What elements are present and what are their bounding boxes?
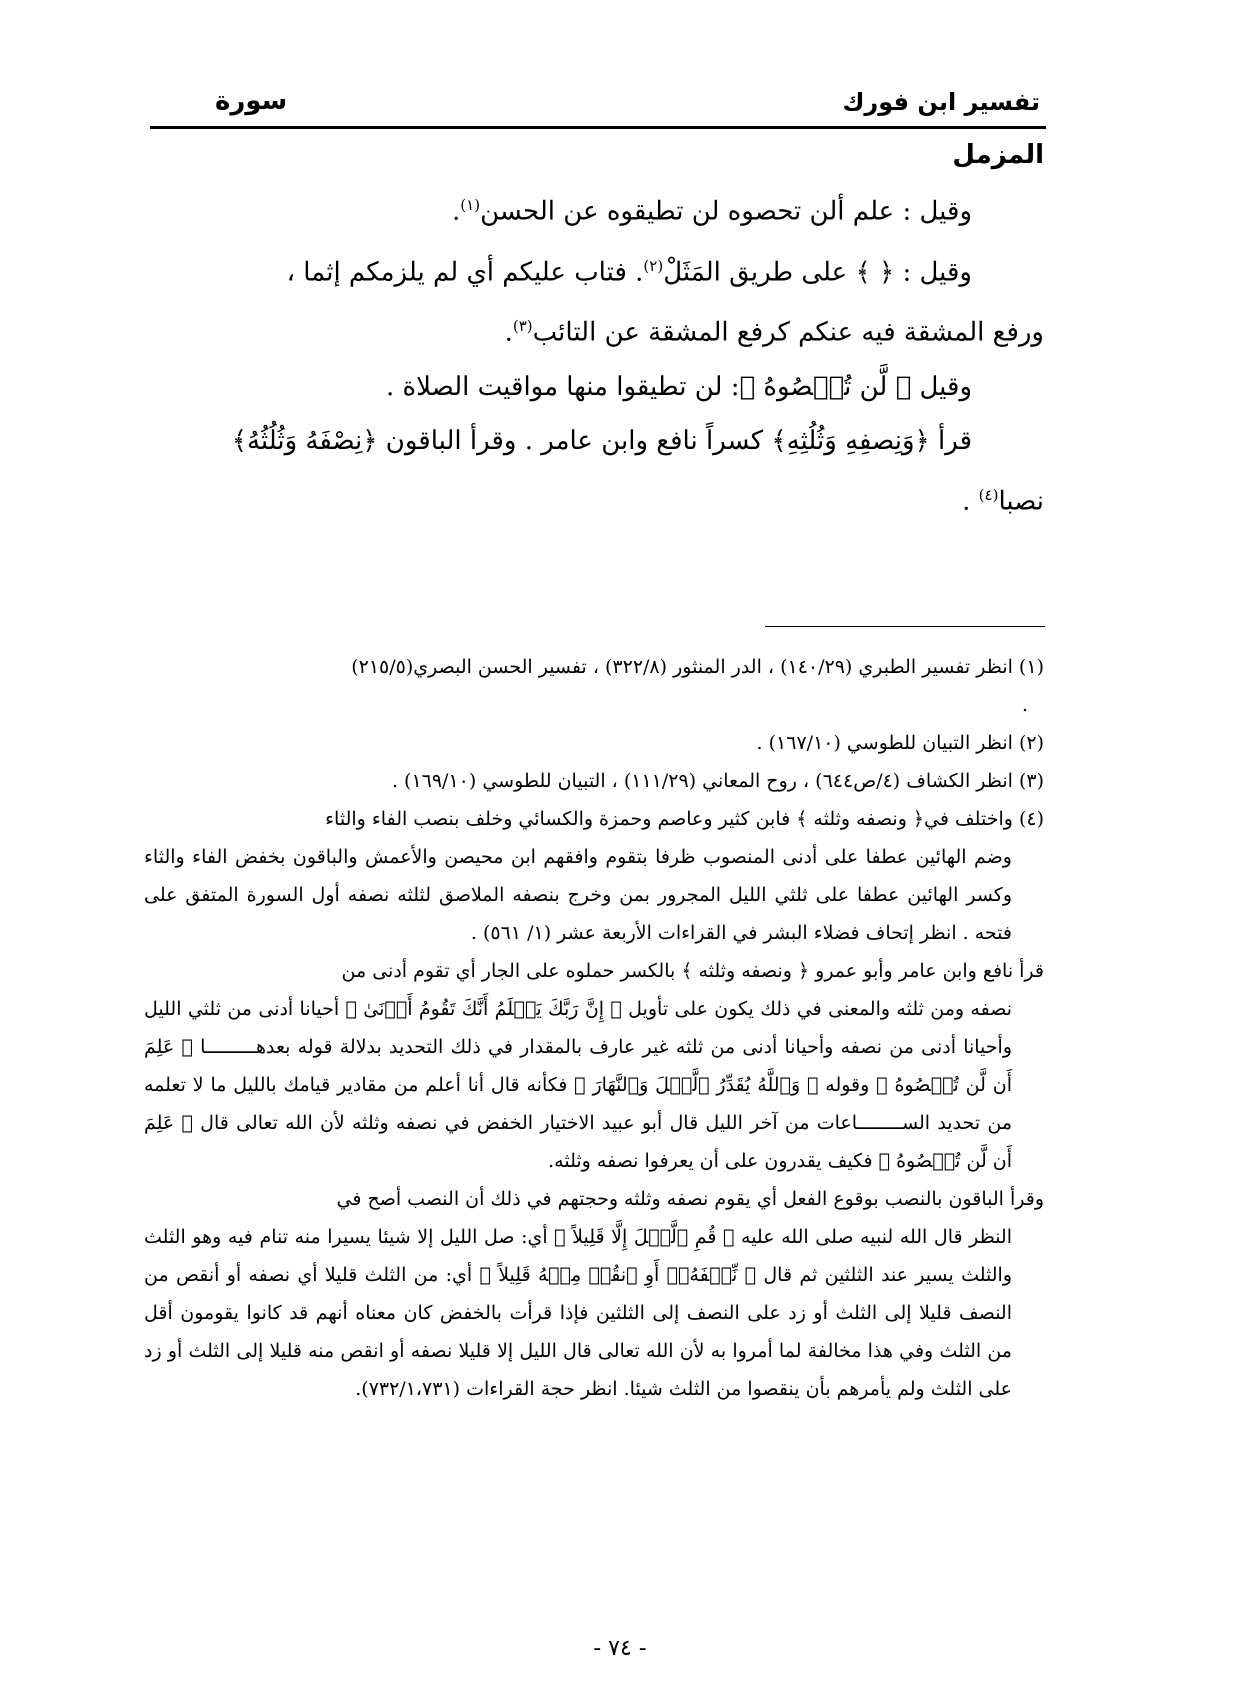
surah-name: المزمل	[952, 140, 1044, 170]
main-line: قرأ ﴿وَنِصفِهِ وَثُلُثِهِ﴾ كسراً نافع وابن عامر . وقرأ الباقون ﴿نِصْفَهُ وَثُلُثُهُ﴾	[231, 425, 972, 456]
footnote-para-3-first: وقرأ الباقون بالنصب بوقوع الفعل أي يقوم نصفه وثلثه وحجتهم في ذلك أن النصب أصح في	[336, 1188, 1044, 1210]
main-line-text: ورفع المشقة فيه عنكم كرفع المشقة عن التائب	[532, 317, 1044, 348]
footnote-para-3-body: النظر قال الله لنبيه صلى الله عليه ﴿ قُمِ ٱلَّيۡلَ إِلَّا قَلِيلاً ﴾ أي: صل الليل إلا شيئا يسيرا منه تنام فيه وهو الثلث والثلث يسير عند الثلثين ثم قال ﴿ نِّصۡفَهُۥٓ أَوِ ٱنقُصۡ مِنۡهُ قَلِيلاً ﴾ أي: من الثلث قليلا أي نصفه أو أنقص من النصف قليلا إلى الثلث أو زد على النصف إلى الثلثين فإذا قرأت بالخفض كان معناه أنهم قد كانوا يقومون أقل من الثلث وفي هذا مخالفة لما أمروا به لأن الله تعالى قال الليل إلا قليلا نصفه أو انقص منه قليلا إلى الثلث أو زد على الثلث ولم يأمرهم بأن ينقصوا من الثلث شيئا. انظر حجة القراءات (٧٣٢/١،٧٣١).	[144, 1226, 1012, 1400]
main-line	[144, 468, 1044, 529]
footnote-para-2-first: قرأ نافع وابن عامر وأبو عمرو ﴿ ونصفه وثلثه ﴾ بالكسر حملوه على الجار أي تقوم أدنى من	[341, 960, 1044, 982]
main-line-text: . فتاب عليكم أي لم يلزمكم إثما ،	[286, 257, 644, 288]
main-line-text: نصبا	[998, 486, 1044, 517]
footnote-3: (٣) انظر الكشاف (٤/ص٦٤٤) ، روح المعاني (١١١/٢٩) ، التبيان للطوسي (١٦٩/١٠) .	[391, 770, 1044, 792]
footnote-ref[interactable]: (٢)	[643, 256, 664, 275]
main-line	[144, 299, 1044, 360]
main-line	[144, 178, 1044, 239]
footnote-1: (١) انظر تفسير الطبري (١٤٠/٢٩) ، الدر المنثور (٣٢٢/٨) ، تفسير الحسن البصري(٢١٥/٥)	[351, 656, 1044, 678]
main-line-end: .	[962, 486, 979, 517]
main-line-end: .	[504, 317, 513, 348]
footnote-2: (٢) انظر التبيان للطوسي (١٦٧/١٠) .	[756, 732, 1044, 754]
footnote-separator	[765, 626, 1045, 627]
footnote-para-2-body: نصفه ومن ثلثه والمعنى في ذلك يكون على تأويل ﴿ إِنَّ رَبَّكَ يَعۡلَمُ أَنَّكَ تَقُومُ أَدۡنَىٰ ﴾ أحيانا أدنى من ثلثي الليل وأحيانا أدنى من نصفه وأحيانا أدنى من ثلثه غير عارف بالمقدار في ذلك التحديد بدلالة قوله بعدهـــــــــا ﴿ عَلِمَ أَن لَّن تُحۡصُوهُ ﴾ وقوله ﴿ وَٱللَّهُ يُقَدِّرُ ٱلَّيۡلَ وَٱلنَّهَارَ ﴾ فكأنه قال أنا أعلم من مقادير قيامك بالليل ما لا تعلمه من تحديد الســــــــاعات من آخر الليل قال أبو عبيد الاختيار الخفض في نصفه وثلثه لأن الله تعالى قال ﴿ عَلِمَ أَن لَّن تُحۡصُوهُ ﴾ فكيف يقدرون على أن يعرفوا نصفه وثلثه.	[144, 998, 1012, 1172]
book-title: تفسير ابن فورك	[842, 88, 1040, 116]
main-text	[144, 178, 1044, 529]
main-line-text: وقيل : ﴿ ﴾ على طريق المَثَلْ	[663, 257, 972, 288]
footnote-ref[interactable]: (١)	[460, 196, 481, 214]
footnote-1-dot: .	[1021, 694, 1028, 716]
footnote-ref[interactable]: (٤)	[978, 485, 999, 504]
main-line-end: .	[452, 196, 461, 227]
main-line-text: وقيل : علم ألن تحصوه لن تطيقوه عن الحسن	[480, 196, 972, 227]
main-line: وقيل ﴿ لَّن تُحۡصُوهُ ﴾: لن تطيقوا منها مواقيت الصلاة .	[386, 371, 972, 402]
surah-label: سورة	[215, 86, 288, 116]
page-number: - ٧٤ -	[593, 1636, 647, 1661]
footnote-4-first: (٤) واختلف في﴿ ونصفه وثلثه ﴾ فابن كثير وعاصم وحمزة والكسائي وخلف بنصب الفاء والثاء	[325, 808, 1044, 830]
footnote-ref[interactable]: (٣)	[512, 317, 533, 336]
header-rule	[150, 126, 1046, 129]
main-line	[144, 239, 1044, 300]
footnotes	[144, 648, 1044, 1408]
footnote-4-body: وضم الهائين عطفا على أدنى المنصوب ظرفا بتقوم وافقهم ابن محيصن والأعمش والباقون بخفض الفاء والثاء وكسر الهائين عطفا على ثلثي الليل المجرور بمن وخرج بنصفه الملاصق لثلثه نصفه أول السورة المتفق على فتحه . انظر إتحاف فضلاء البشر في القراءات الأربعة عشر (١/ ٥٦١) .	[144, 846, 1012, 944]
